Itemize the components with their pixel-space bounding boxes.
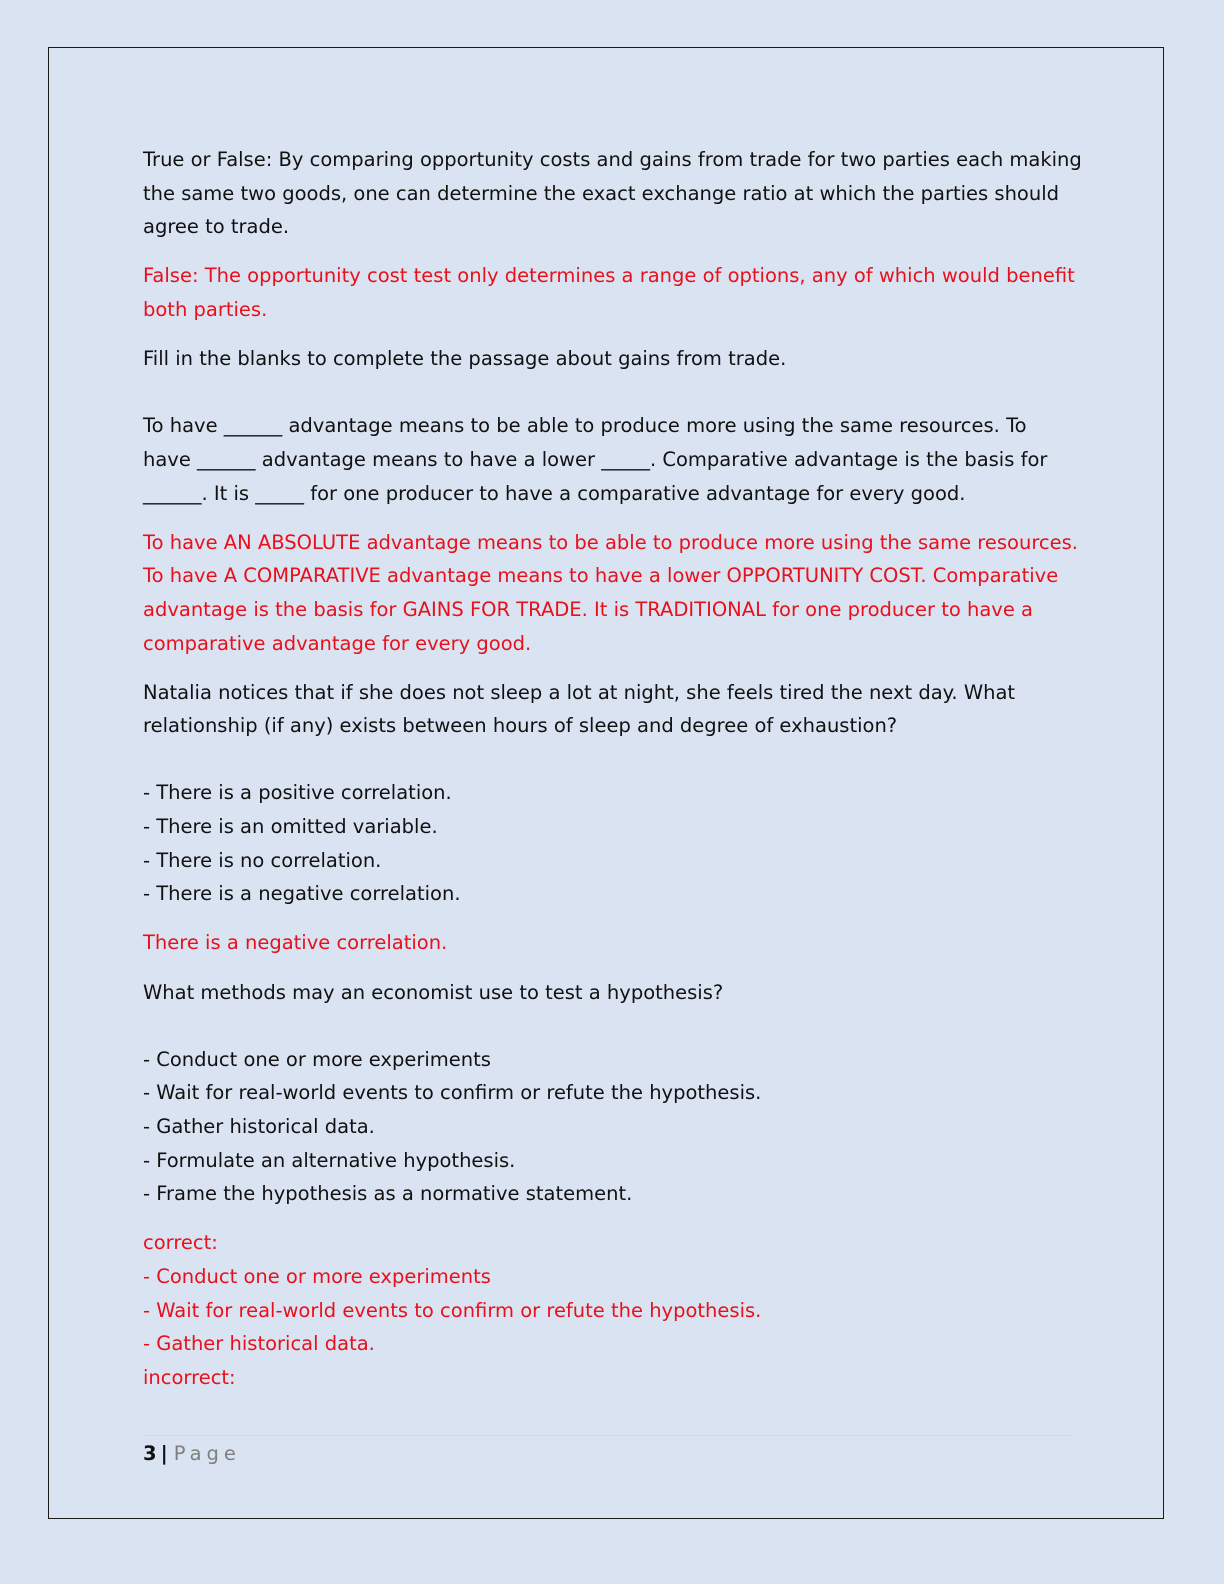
option-item: - Formulate an alternative hypothesis. bbox=[143, 1148, 516, 1172]
answer-line: To have A COMPARATIVE advantage means to have a lower OPPORTUNITY COST. Comparative bbox=[143, 564, 1059, 588]
q3-question bbox=[143, 676, 1083, 911]
answer-line: - Conduct one or more experiments bbox=[143, 1264, 491, 1288]
text-line: Fill in the blanks to complete the passage about gains from trade. bbox=[143, 347, 787, 371]
text-line: To have ______ advantage means to be able to produce more using the same resources. To bbox=[143, 414, 1027, 438]
answer-line: both parties. bbox=[143, 297, 268, 321]
answer-line: advantage is the basis for GAINS FOR TRADE. It is TRADITIONAL for one producer to have a bbox=[143, 597, 1033, 621]
text-line: the same two goods, one can determine the exact exchange ratio at which the parties should bbox=[143, 181, 1060, 205]
q1-answer bbox=[143, 259, 1083, 326]
text-line: Natalia notices that if she does not sleep a lot at night, she feels tired the next day. What bbox=[143, 680, 1016, 704]
option-item: - There is a positive correlation. bbox=[143, 781, 452, 805]
answer-line: - Gather historical data. bbox=[143, 1332, 375, 1356]
text-line: relationship (if any) exists between hours of sleep and degree of exhaustion? bbox=[143, 714, 898, 738]
q2-answer bbox=[143, 526, 1083, 660]
page-word: Page bbox=[173, 1442, 241, 1465]
text-line: agree to trade. bbox=[143, 215, 290, 239]
option-item: - Frame the hypothesis as a normative statement. bbox=[143, 1182, 633, 1206]
q3-answer bbox=[143, 926, 1083, 960]
text-line: What methods may an economist use to test a hypothesis? bbox=[143, 980, 724, 1004]
page-number: 3 bbox=[143, 1442, 157, 1465]
blank-line bbox=[143, 743, 1083, 777]
q4-answer bbox=[143, 1226, 1083, 1394]
answer-line: comparative advantage for every good. bbox=[143, 631, 532, 655]
answer-incorrect-label: incorrect: bbox=[143, 1365, 236, 1389]
footer-separator: | bbox=[160, 1442, 168, 1465]
option-item: - Wait for real-world events to confirm or refute the hypothesis. bbox=[143, 1081, 762, 1105]
q2-question bbox=[143, 342, 1083, 510]
blank-line bbox=[143, 376, 1083, 410]
answer-line: To have AN ABSOLUTE advantage means to be able to produce more using the same resources. bbox=[143, 530, 1078, 554]
q1-question bbox=[143, 143, 1083, 244]
q4-question bbox=[143, 976, 1083, 1211]
option-item: - There is no correlation. bbox=[143, 848, 382, 872]
option-item: - Conduct one or more experiments bbox=[143, 1047, 491, 1071]
option-item: - Gather historical data. bbox=[143, 1115, 375, 1138]
page-footer bbox=[143, 1441, 241, 1467]
option-item: - There is an omitted variable. bbox=[143, 815, 438, 839]
text-line: have ______ advantage means to have a lower _____. Comparative advantage is the basis for bbox=[143, 447, 1048, 471]
option-item: - There is a negative correlation. bbox=[143, 882, 461, 906]
answer-line: False: The opportunity cost test only determines a range of options, any of which would benefit bbox=[143, 264, 1075, 288]
document-body bbox=[143, 143, 1083, 1410]
blank-line bbox=[143, 1009, 1083, 1043]
answer-correct-label: correct: bbox=[143, 1231, 218, 1255]
answer-line: - Wait for real-world events to confirm or refute the hypothesis. bbox=[143, 1298, 762, 1322]
footer-divider bbox=[143, 1435, 1073, 1436]
text-line: True or False: By comparing opportunity costs and gains from trade for two parties each making bbox=[143, 148, 1082, 171]
text-line: ______. It is _____ for one producer to have a comparative advantage for every good. bbox=[143, 481, 966, 505]
answer-line: There is a negative correlation. bbox=[143, 931, 448, 955]
